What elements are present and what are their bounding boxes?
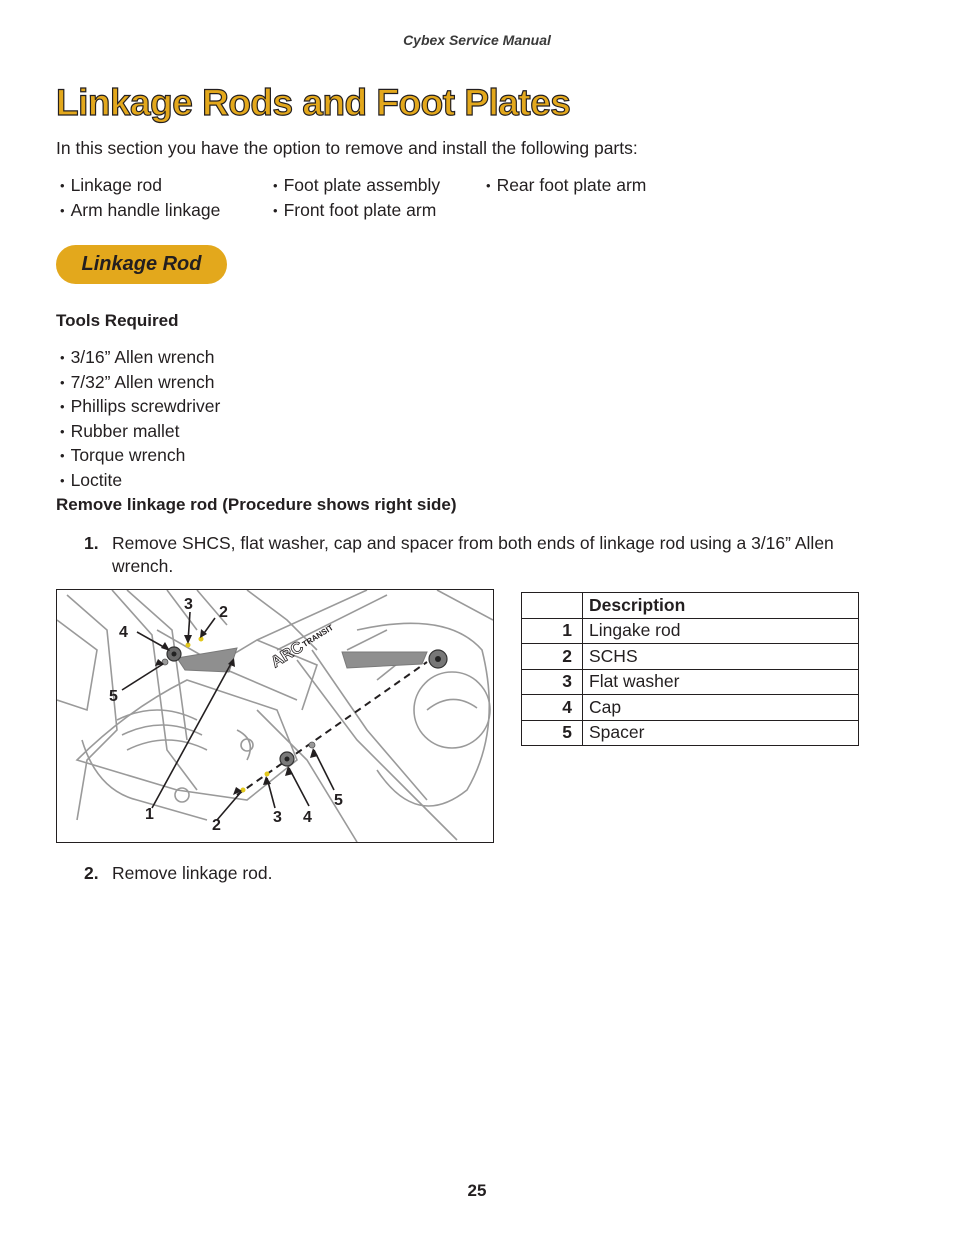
callout-label: 5	[109, 688, 118, 705]
brand-logo-text: TRANSIT	[300, 622, 335, 649]
table-row	[522, 720, 859, 746]
right-flat-washer	[265, 772, 270, 777]
list-item: • Torque wrench	[60, 444, 220, 469]
list-item: • Linkage rod	[60, 174, 220, 199]
table-cell-num: 1	[522, 618, 583, 644]
parts-list-col-1	[60, 174, 220, 223]
table-cell-desc: SCHS	[583, 644, 859, 670]
tools-heading: Tools Required	[56, 311, 179, 330]
list-item: • Phillips screwdriver	[60, 395, 220, 420]
table-header-cell: Description	[583, 593, 859, 619]
callout-label: 4	[303, 809, 312, 826]
table-cell-desc: Lingake rod	[583, 618, 859, 644]
table-cell-desc: Spacer	[583, 720, 859, 746]
list-item: • Front foot plate arm	[273, 199, 440, 224]
step-number: 2.	[84, 863, 99, 883]
list-item: • Loctite	[60, 469, 220, 494]
table-cell-num: 5	[522, 720, 583, 746]
linkage-rod-right	[342, 652, 427, 668]
table-row	[522, 618, 859, 644]
section-pill: Linkage Rod	[56, 245, 227, 284]
table-cell-desc: Cap	[583, 695, 859, 721]
step-text: Remove linkage rod.	[112, 863, 273, 883]
table-cell-desc: Flat washer	[583, 669, 859, 695]
intro-text: In this section you have the option to remove and install the following parts:	[56, 138, 638, 158]
list-item: • 3/16” Allen wrench	[60, 346, 220, 371]
running-header: Cybex Service Manual	[403, 32, 551, 48]
step-number: 1.	[84, 533, 99, 553]
page-title: Linkage Rods and Foot Plates	[56, 82, 571, 123]
callout-label: 5	[334, 792, 343, 809]
right-shcs	[241, 788, 246, 793]
right-spacer	[309, 742, 315, 748]
list-item: • Rear foot plate arm	[486, 174, 646, 199]
callout-label: 2	[212, 817, 221, 834]
table-row	[522, 669, 859, 695]
callout-label: 4	[119, 624, 128, 641]
parts-list-col-3	[486, 174, 646, 199]
callout-label: 3	[184, 596, 193, 613]
callout-label: 1	[145, 806, 154, 823]
procedure-heading: Remove linkage rod (Procedure shows right side)	[56, 495, 457, 514]
exploded-view-figure	[56, 589, 494, 843]
list-item: • Foot plate assembly	[273, 174, 440, 199]
table-row	[522, 644, 859, 670]
list-item: • 7/32” Allen wrench	[60, 371, 220, 396]
table-cell-num: 3	[522, 669, 583, 695]
list-item: • Arm handle linkage	[60, 199, 220, 224]
linkage-diagram	[57, 590, 493, 842]
table-header-cell	[522, 593, 583, 619]
table-cell-num: 2	[522, 644, 583, 670]
parts-table	[521, 592, 859, 746]
parts-list-col-2	[273, 174, 440, 223]
step-2	[84, 862, 273, 885]
table-cell-num: 4	[522, 695, 583, 721]
table-row	[522, 695, 859, 721]
callout-label: 2	[219, 604, 228, 621]
brand-logo-arc: ARC	[268, 638, 307, 672]
step-1	[84, 532, 894, 577]
page-number: 25	[467, 1181, 487, 1200]
tools-list	[60, 346, 220, 493]
callout-label: 3	[273, 809, 282, 826]
table-header-row	[522, 593, 859, 619]
list-item: • Rubber mallet	[60, 420, 220, 445]
step-text: Remove SHCS, flat washer, cap and spacer from both ends of linkage rod using a 3/16” Allen wrench.	[112, 533, 834, 576]
